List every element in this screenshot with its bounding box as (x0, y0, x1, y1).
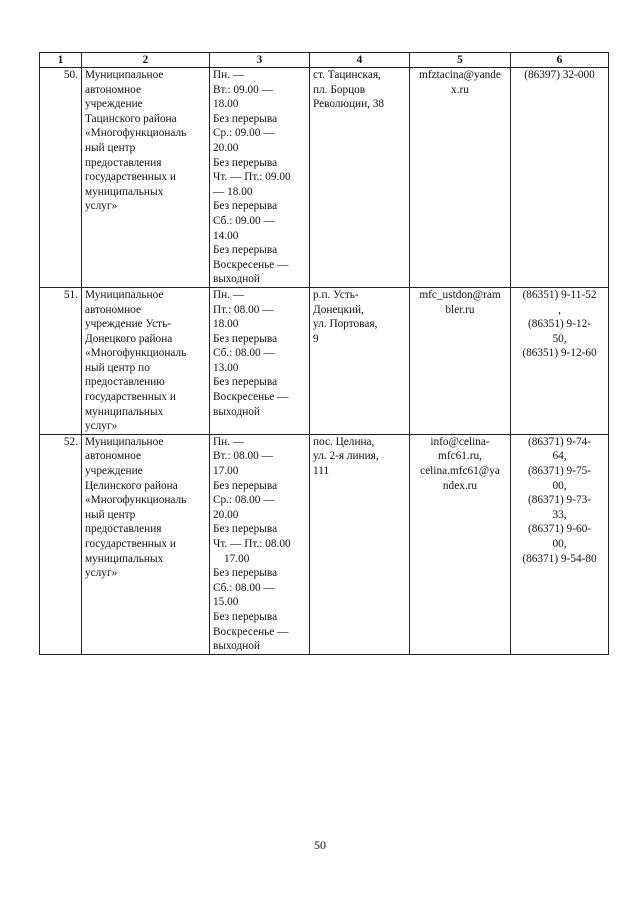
cell-line: Ср.: 09.00 — (213, 127, 275, 140)
cell-institution-name (82, 434, 210, 654)
cell-line: info@celina- (430, 435, 490, 448)
cell-address (310, 287, 410, 434)
cell-line: 50, (552, 332, 567, 345)
cell-line: — 18.00 (213, 185, 253, 198)
cell-line: (86397) 32-000 (524, 69, 595, 81)
cell-line: «Многофункциональ (85, 127, 187, 140)
cell-line: 17.00 (213, 465, 239, 478)
mfc-table (39, 52, 609, 655)
cell-line: предоставлению (85, 376, 165, 389)
cell-line: Муниципальное (85, 69, 164, 81)
cell-line: Без перерыва (213, 376, 278, 389)
cell-line: 33, (552, 508, 567, 521)
cell-line: Чт. — Пт.: 08.00 (213, 538, 291, 550)
cell-line: ул. 2-я линия, (313, 450, 379, 463)
header-col-3: 3 (210, 53, 310, 68)
cell-line: Без перерыва (213, 156, 278, 169)
cell-line: «Многофункциональ (85, 347, 187, 360)
cell-line: учреждение Усть- (85, 318, 171, 331)
cell-line: , (558, 303, 561, 316)
cell-line: Ср.: 08.00 — (213, 494, 275, 507)
cell-institution-name (82, 68, 210, 288)
cell-line: предоставления (85, 156, 162, 169)
cell-line: выходной (213, 640, 260, 653)
cell-schedule (210, 434, 310, 654)
cell-line: Воскресенье — (213, 625, 289, 638)
cell-line: 111 (313, 465, 330, 478)
cell-line: 00, (552, 479, 567, 492)
cell-line: государственных и (85, 391, 176, 404)
cell-line: Без перерыва (213, 244, 278, 257)
cell-line: муниципальных (85, 405, 164, 418)
header-col-1: 1 (40, 53, 82, 68)
page-number: 50 (314, 838, 326, 852)
cell-line: выходной (213, 273, 260, 286)
cell-line: Тацинского района (85, 112, 177, 125)
cell-email (410, 287, 511, 434)
header-row (40, 53, 609, 68)
cell-line: Сб.: 09.00 — (213, 214, 275, 227)
cell-line: пос. Целина, (313, 435, 375, 448)
cell-phone (511, 287, 609, 434)
header-col-4: 4 (310, 53, 410, 68)
cell-line: «Многофункциональ (85, 494, 187, 507)
cell-line: услуг» (85, 420, 118, 433)
cell-line: x.ru (451, 83, 469, 96)
cell-line: Вт.: 08.00 — (213, 450, 273, 463)
cell-line: 17.00 (224, 552, 250, 565)
cell-line: ndex.ru (442, 479, 478, 492)
cell-line: (86351) 9-11-52 (522, 288, 597, 301)
cell-line: Без перерыва (213, 523, 278, 536)
cell-line: муниципальных (85, 552, 164, 565)
cell-line: mfc_ustdon@ram (419, 288, 501, 301)
cell-line: муниципальных (85, 185, 164, 198)
cell-line: (86371) 9-74- (527, 435, 592, 448)
cell-institution-name (82, 287, 210, 434)
cell-line: 18.00 (213, 318, 239, 331)
header-col-5: 5 (410, 53, 511, 68)
cell-address (310, 434, 410, 654)
cell-line: Донецкого района (85, 332, 173, 345)
header-col-6: 6 (511, 53, 609, 68)
cell-line: государственных и (85, 538, 176, 550)
cell-line: ный центр по (85, 361, 150, 374)
table-row (40, 68, 609, 288)
cell-line: Пн. — (213, 288, 245, 301)
cell-schedule (210, 68, 310, 288)
table-row (40, 434, 609, 654)
cell-line: государственных и (85, 171, 176, 184)
cell-line: mfc61.ru, (438, 450, 482, 463)
cell-line: 9 (313, 332, 319, 345)
cell-line: mfztacina@yande (419, 69, 501, 81)
cell-line: Пн. — (213, 435, 245, 448)
cell-line: Без перерыва (213, 567, 278, 580)
cell-line: автономное (85, 450, 141, 463)
table-row (40, 287, 609, 434)
cell-email (410, 68, 511, 288)
cell-line: Чт. — Пт.: 09.00 (213, 171, 291, 184)
cell-line: пл. Борцов (313, 83, 366, 96)
cell-address (310, 68, 410, 288)
cell-line: Воскресенье — (213, 258, 289, 271)
cell-line: ул. Портовая, (313, 318, 378, 331)
cell-line: р.п. Усть- (313, 288, 359, 301)
cell-line: выходной (213, 405, 260, 418)
cell-line: Вт.: 09.00 — (213, 83, 273, 96)
cell-line: Пн. — (213, 69, 245, 81)
cell-line: ный центр (85, 141, 136, 154)
cell-line: Сб.: 08.00 — (213, 581, 275, 594)
cell-line: bler.ru (445, 303, 475, 316)
cell-line: автономное (85, 303, 141, 316)
cell-line: 00, (552, 538, 567, 550)
cell-line: Без перерыва (213, 479, 278, 492)
cell-line: Без перерыва (213, 112, 278, 125)
cell-line: Пт.: 08.00 — (213, 303, 274, 316)
cell-email (410, 434, 511, 654)
cell-line: Революции, 38 (313, 98, 385, 111)
cell-schedule (210, 287, 310, 434)
cell-line: учреждение (85, 465, 143, 478)
cell-number: 50. (40, 68, 82, 288)
cell-line: 20.00 (213, 141, 239, 154)
cell-line: Целинского района (85, 479, 178, 492)
cell-number: 51. (40, 287, 82, 434)
cell-line: услуг» (85, 200, 118, 213)
cell-line: автономное (85, 83, 141, 96)
cell-line: ный центр (85, 508, 136, 521)
cell-line: Воскресенье — (213, 391, 289, 404)
cell-line: celina.mfc61@ya (420, 465, 500, 478)
cell-line: (86371) 9-60- (527, 523, 592, 536)
cell-line: Без перерыва (213, 610, 278, 623)
cell-line: учреждение (85, 98, 143, 111)
cell-line: 15.00 (213, 596, 239, 609)
cell-line: (86371) 9-73- (527, 494, 592, 507)
cell-line: Сб.: 08.00 — (213, 347, 275, 360)
cell-line: 20.00 (213, 508, 239, 521)
cell-line: Донецкий, (313, 303, 364, 316)
cell-line: 13.00 (213, 361, 239, 374)
cell-number: 52. (40, 434, 82, 654)
cell-phone (511, 434, 609, 654)
header-col-2: 2 (82, 53, 210, 68)
cell-line: Муниципальное (85, 288, 164, 301)
cell-line: (86351) 9-12-60 (522, 347, 597, 360)
cell-line: предоставления (85, 523, 162, 536)
cell-line: Без перерыва (213, 200, 278, 213)
cell-line: (86371) 9-75- (527, 465, 592, 478)
cell-line: (86351) 9-12- (527, 318, 592, 331)
cell-phone (511, 68, 609, 288)
cell-line: Муниципальное (85, 435, 164, 448)
cell-line: 64, (552, 450, 567, 463)
cell-line: 14.00 (213, 229, 239, 242)
cell-line: 18.00 (213, 98, 239, 111)
cell-line: Без перерыва (213, 332, 278, 345)
cell-line: услуг» (85, 567, 118, 580)
cell-line: (86371) 9-54-80 (522, 552, 597, 565)
cell-line: ст. Тацинская, (313, 69, 381, 81)
